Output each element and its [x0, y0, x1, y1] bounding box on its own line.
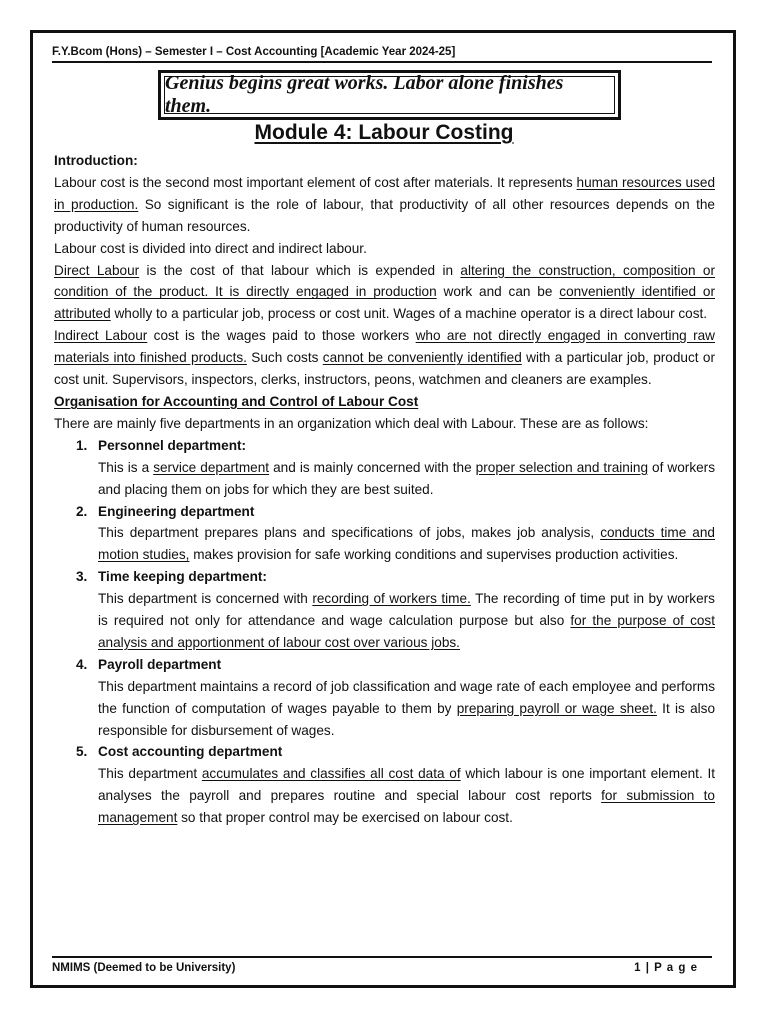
direct-labour-term: Direct Labour: [54, 262, 140, 278]
department-title: 1. Personnel department:: [98, 435, 715, 457]
department-description: This department prepares plans and specifications of jobs, makes job analysis, conducts time and motion studies, makes provision for safe working conditions and supervises production activities.: [98, 525, 715, 563]
underlined-phrase: altering the construction, composition or condition of the product. It is directly engaged in production: [54, 262, 715, 300]
direct-labour-paragraph: Direct Labour is the cost of that labour which is expended in altering the construction, composition or condition of the product. It is directly engaged in production work and can be conveniently identified or attributed wholly to a particular job, process or cost unit. Wages of a machine operator is a direct labour cost.: [54, 262, 716, 322]
page-title-text: Module 4: Labour Costing: [254, 121, 514, 144]
department-item: [76, 741, 716, 829]
department-description: This department maintains a record of job classification and wage rate of each employee and performs the function of computation of wages payable to them by preparing payroll or wage sheet. It is also responsible for disbursement of wages.: [98, 678, 716, 738]
quote-inner-frame: [164, 72, 615, 117]
department-description: This is a service department and is mainly concerned with the proper selection and training of workers and placing them on jobs for which they are best suited.: [98, 459, 715, 497]
department-title: 4. Payroll department: [98, 654, 715, 676]
department-number: 1.: [76, 437, 88, 453]
department-item: [76, 435, 715, 501]
underlined-phrase: who are not directly engaged in converting raw materials into finished products.: [54, 328, 715, 366]
underlined-phrase: cannot be conveniently identified: [322, 350, 522, 366]
page-footer: [52, 956, 712, 974]
department-number: 4.: [76, 656, 88, 672]
quote-box: [158, 70, 621, 120]
labour-division-line: Labour cost is divided into direct and indirect labour.: [54, 240, 367, 256]
footer-institution: NMIMS (Deemed to be University): [52, 962, 236, 974]
department-item: [76, 501, 715, 567]
intro-heading: Introduction:: [54, 153, 138, 168]
indirect-labour-term: Indirect Labour: [54, 328, 148, 344]
page-title: [0, 121, 768, 145]
page-number: 1 | P a g e: [634, 962, 698, 974]
organisation-heading: Organisation for Accounting and Control of Labour Cost: [54, 393, 419, 409]
quote-text: Genius begins great works. Labor alone finishes them.: [165, 72, 564, 117]
underlined-phrase: human resources used in production.: [54, 174, 715, 212]
department-title: 5. Cost accounting department: [98, 741, 715, 763]
department-title: 3. Time keeping department:: [98, 566, 715, 588]
department-description: This department accumulates and classifies all cost data of which labour is one important element. It analyses the payroll and prepares routine and special labour cost reports for submission to management so that proper control may be exercised on labour cost.: [98, 766, 716, 826]
department-item: [76, 654, 716, 742]
main-content: [54, 150, 715, 829]
organisation-intro: There are mainly five departments in an organization which deal with Labour. These are as follows:: [54, 415, 649, 431]
department-number: 3.: [76, 569, 88, 585]
department-description: This department is concerned with recording of workers time. The recording of time put in by workers is required not only for attendance and wage calculation purpose but also for the purpose of cost analysis and apportionment of labour cost over various jobs.: [98, 591, 715, 650]
department-number: 2.: [76, 503, 88, 519]
intro-paragraph: Labour cost is the second most important element of cost after materials. It represents human resources used in production. So significant is the role of labour, that productivity of all other resources depends on the productivity of human resources.: [54, 174, 715, 234]
department-number: 5.: [76, 744, 88, 760]
page-header: F.Y.Bcom (Hons) – Semester I – Cost Accounting [Academic Year 2024-25]: [52, 46, 712, 63]
department-title: 2. Engineering department: [98, 501, 715, 523]
underlined-phrase: conveniently identified or attributed: [54, 284, 716, 322]
department-item: [76, 566, 715, 654]
indirect-labour-paragraph: Indirect Labour cost is the wages paid to those workers who are not directly engaged in converting raw materials into finished products. Such costs cannot be conveniently identified with a particular job, product or cost unit. Supervisors, inspectors, clerks, instructors, peons, watchmen and cleaners are examples.: [54, 328, 715, 388]
